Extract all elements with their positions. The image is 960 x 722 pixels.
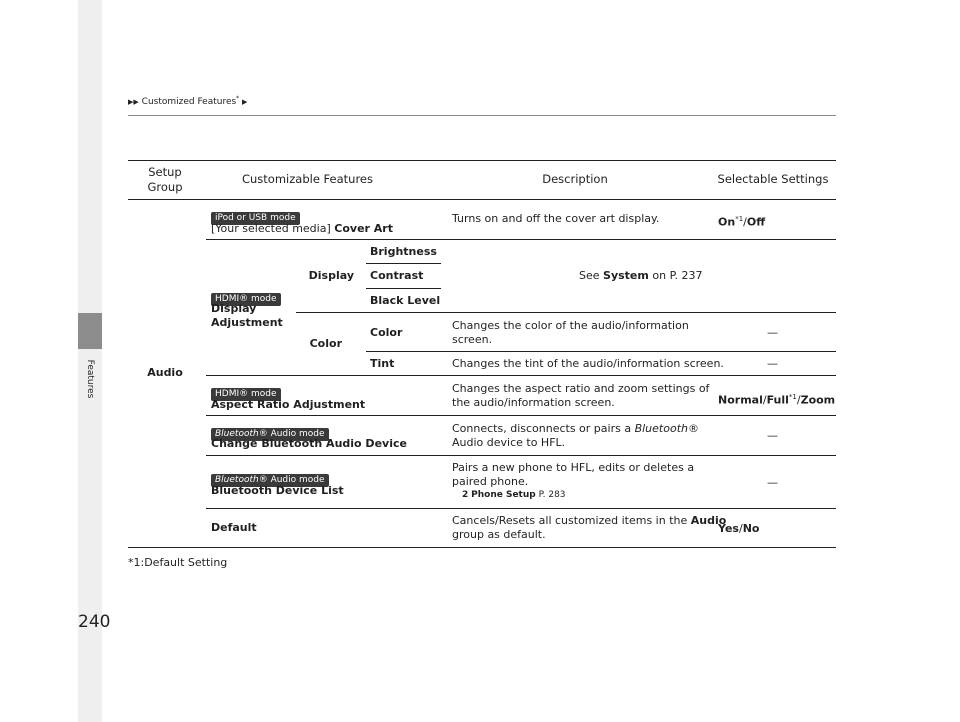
breadcrumb[interactable] (128, 95, 247, 107)
row-divider (296, 312, 836, 313)
row-divider (206, 415, 836, 416)
contrast-item: Contrast (370, 269, 424, 282)
aspect-ratio-feature: Aspect Ratio Adjustment (211, 398, 366, 411)
display-sublabel: Display (308, 269, 354, 282)
ipod-usb-mode-badge: iPod or USB mode (211, 205, 300, 225)
reference-arrow-icon: 2 (462, 490, 469, 500)
system-link[interactable]: System (603, 269, 649, 282)
breadcrumb-arrow-icon: ▶▶ (128, 98, 139, 106)
header-setup-group: Setup Group (147, 165, 183, 194)
default-description: Cancels/Resets all customized items in the Audio group as default. (452, 514, 727, 541)
cover-art-feature (211, 222, 393, 236)
table-top-rule (128, 160, 836, 161)
tint-setting: — (767, 357, 778, 370)
page-number: 240 (78, 612, 111, 632)
subrow-divider (366, 351, 836, 352)
black-level-item: Black Level (370, 294, 441, 307)
see-system-reference[interactable]: See System on P. 237 (579, 269, 703, 282)
phone-setup-page[interactable]: P. 283 (538, 490, 566, 500)
header-selectable-settings: Selectable Settings (717, 172, 829, 186)
header-bottom-rule (128, 199, 836, 200)
phone-setup-link[interactable]: Phone Setup (471, 490, 536, 500)
hdmi-mode-badge: HDMI® mode (211, 286, 281, 306)
display-adjustment-feature: Display Adjustment (211, 302, 283, 329)
phone-setup-reference[interactable] (462, 490, 566, 500)
subrow-divider (366, 263, 441, 264)
default-feature: Default (211, 521, 257, 534)
bluetooth-device-list-description: Pairs a new phone to HFL, edits or deletes a paired phone. (452, 461, 695, 488)
cover-art-label: Cover Art (334, 222, 393, 235)
row-divider (206, 375, 836, 376)
bluetooth-device-list-feature: Bluetooth Device List (211, 484, 344, 497)
cover-art-setting: On$^{*1}$/Off (718, 215, 766, 229)
footnote: *1:Default Setting (128, 556, 228, 569)
breadcrumb-mark: * (236, 95, 240, 102)
header-rule (128, 115, 836, 116)
row-divider (206, 508, 836, 509)
change-bluetooth-setting: — (767, 429, 778, 442)
subrow-divider (366, 288, 441, 289)
aspect-ratio-description: Changes the aspect ratio and zoom settings of the audio/information screen. (452, 382, 710, 409)
brightness-item: Brightness (370, 245, 437, 258)
row-divider (206, 455, 836, 456)
color-setting: — (767, 326, 778, 339)
change-bluetooth-feature: Change Bluetooth Audio Device (211, 437, 407, 450)
color-sublabel: Color (309, 337, 342, 350)
change-bluetooth-description: Connects, disconnects or pairs a Bluetooth® Audio device to HFL. (452, 422, 699, 449)
aspect-ratio-setting: Normal/Full$^{*1}$/Zoom (718, 393, 836, 407)
system-page-ref[interactable]: P. 237 (669, 269, 703, 282)
tint-item: Tint (370, 357, 395, 370)
breadcrumb-label: Customized Features (141, 97, 237, 107)
color-item: Color (370, 326, 403, 339)
cover-art-prefix: [Your selected media] (211, 222, 331, 235)
row-divider (206, 239, 836, 240)
cover-art-description: Turns on and off the cover art display. (452, 212, 660, 225)
hdmi-mode-badge-aspect: HDMI® mode (211, 381, 281, 401)
bluetooth-device-list-setting: — (767, 476, 778, 489)
group-audio: Audio (147, 366, 183, 379)
header-customizable-features: Customizable Features (241, 172, 373, 186)
header-description: Description (542, 172, 608, 186)
bluetooth-audio-mode-badge-list: Bluetooth® Audio mode (211, 467, 329, 487)
bluetooth-audio-mode-badge: Bluetooth® Audio mode (211, 421, 329, 441)
tint-description: Changes the tint of the audio/information screen. (452, 357, 724, 370)
section-tab-marker (78, 313, 102, 349)
table-bottom-rule (128, 547, 836, 548)
default-setting: Yes/No (718, 522, 760, 535)
section-label: Features (85, 359, 95, 399)
color-description: Changes the color of the audio/information screen. (452, 319, 689, 346)
breadcrumb-end-arrow-icon: ▶ (242, 98, 248, 106)
